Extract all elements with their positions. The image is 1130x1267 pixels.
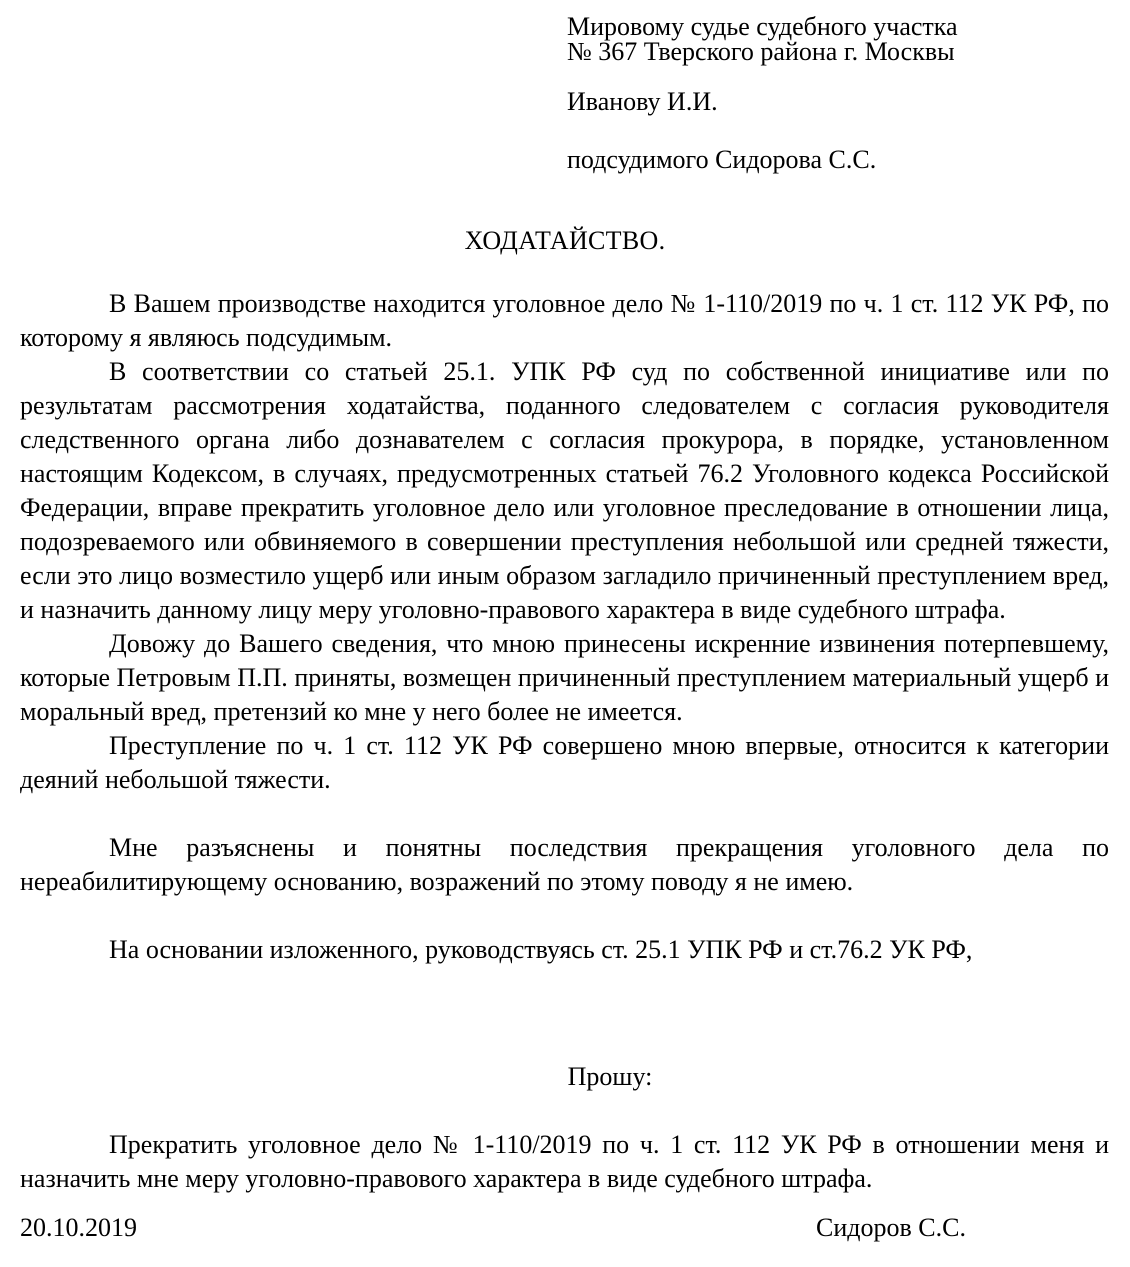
paragraph-law: В соответствии со статьей 25.1. УПК РФ суд по собственной инициативе или по результатам рассмотрения ходатайства, поданного следователем с согласия руководителя следственного органа либо дознавателем с согласия прокурора, в порядке, установленном настоящим Кодексом, в случаях, предусмотренных статьей 76.2 Уголовного кодекса Российской Федерации, вправе прекратить уголовное дело или уголовное преследование в отношении лица, подозреваемого или обвиняемого в совершении преступления небольшой или средней тяжести, если это лицо возместило ущерб или иным образом загладило причиненный преступлением вред, и назначить данному лицу меру уголовно-правового характера в виде судебного штрафа. xyxy=(20,357,1109,624)
paragraph-grounds: На основании изложенного, руководствуясь ст. 25.1 УПК РФ и ст.76.2 УК РФ, xyxy=(109,935,973,964)
judge-name: Иванову И.И. xyxy=(567,87,718,116)
signature-name: Сидоров С.С. xyxy=(816,1213,966,1242)
paragraph-apology: Довожу до Вашего сведения, что мною принесены искренние извинения потерпевшему, которые Петровым П.П. приняты, возмещен причиненный преступлением материальный ущерб и моральный вред, претензий ко мне у него более не имеется. xyxy=(20,629,1109,726)
document-date: 20.10.2019 xyxy=(20,1213,137,1242)
court-line-2: № 367 Тверского района г. Москвы xyxy=(567,37,955,66)
document-body xyxy=(20,287,1109,967)
court-line-1: Мировому судье судебного участка xyxy=(567,12,958,41)
addressee-block xyxy=(567,14,1107,177)
document-title: ХОДАТАЙСТВО. xyxy=(464,226,666,255)
request-text: Прекратить уголовное дело № 1-110/2019 по ч. 1 ст. 112 УК РФ в отношении меня и назначить мне меру уголовно-правового характера в виде судебного штрафа. xyxy=(20,1130,1109,1193)
request-heading: Прошу: xyxy=(567,1062,653,1091)
resolution-block xyxy=(20,1128,1109,1196)
paragraph-case: В Вашем производстве находится уголовное дело № 1-110/2019 по ч. 1 ст. 112 УК РФ, по которому я являюсь подсудимым. xyxy=(20,289,1109,352)
paragraph-first-offense: Преступление по ч. 1 ст. 112 УК РФ совершено мною впервые, относится к категории деяний небольшой тяжести. xyxy=(20,731,1109,794)
paragraph-consequences: Мне разъяснены и понятны последствия прекращения уголовного дела по нереабилитирующему основанию, возражений по этому поводу я не имею. xyxy=(20,833,1109,896)
defendant-name: подсудимого Сидорова С.С. xyxy=(567,145,877,174)
